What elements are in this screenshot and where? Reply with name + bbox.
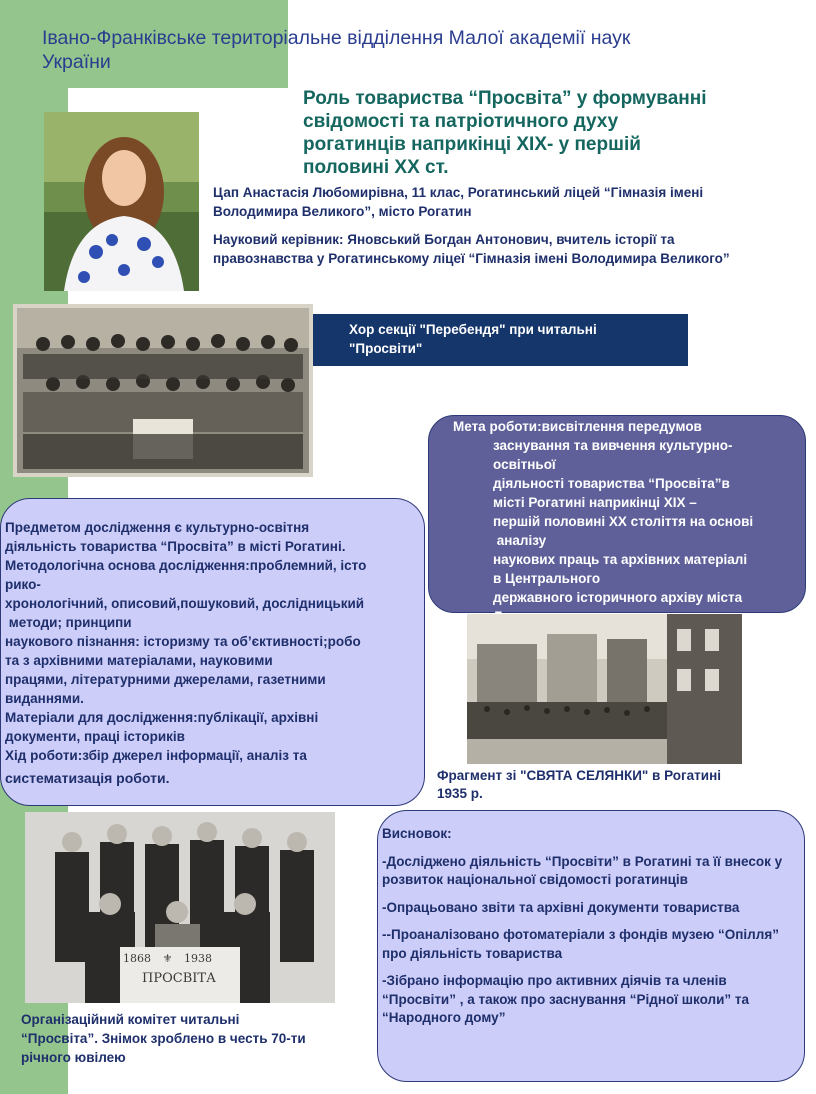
author-portrait-photo: [44, 112, 199, 291]
banner-year-right: 1938: [184, 952, 212, 965]
title-line: рогатинців наприкінці ХІХ- у першій: [303, 134, 641, 155]
author-info: [213, 183, 803, 221]
choir-photo: [13, 304, 313, 477]
goal-line: першій половині ХХ століття на основі: [493, 514, 754, 529]
goal-line: освітньої: [493, 457, 556, 472]
committee-caption-line: річного ювілею: [21, 1050, 126, 1065]
goal-line: місті Рогатині наприкінці ХІХ –: [493, 495, 697, 510]
goal-line: державного історичного архіву міста: [493, 590, 743, 605]
subject-line: хронологічний, описовий,пошуковий, дослідницький: [5, 596, 365, 611]
supervisor-line: Науковий керівник: Яновський Богдан Антонович, вчитель історії та: [213, 232, 675, 247]
festival-photo: [467, 614, 742, 764]
committee-caption-line: “Просвіта”. Знімок зроблено в честь 70-ти: [21, 1031, 306, 1046]
supervisor-info: [213, 230, 813, 268]
banner-year-left: 1868: [123, 952, 151, 965]
subject-line: Хід роботи:збір джерел інформації, аналіз та: [5, 748, 307, 763]
subject-line: Матеріали для дослідження:публікації, архівні: [5, 710, 319, 725]
title-line: Роль товариства “Просвіта” у формуванні: [303, 88, 707, 109]
supervisor-line: правознавства у Рогатинському ліцеї “Гімназія імені Володимира Великого”: [213, 251, 730, 266]
poster-title: [303, 87, 793, 179]
goal-line: діяльності товариства “Просвіта”в: [493, 476, 730, 491]
subject-line: методи; принципи: [5, 615, 132, 630]
research-subject-box: [0, 498, 425, 806]
subject-line: документи, праці істориків: [5, 729, 185, 744]
conclusion-heading: Висновок:: [382, 826, 452, 841]
committee-caption-line: Організаційний комітет читальні: [21, 1012, 240, 1027]
conclusion-point: -Зібрано інформацію про активних діячів та членів “Просвіти” , а також про заснування “Рідної школи” та “Народного дому”: [382, 973, 750, 1025]
subject-line: Методологічна основа дослідження:проблемний, істо: [5, 558, 367, 573]
goal-line: в Центрального: [493, 571, 601, 586]
choir-caption-line: "Просвіти": [349, 341, 423, 356]
goal-line: Мета роботи:висвітлення передумов: [453, 419, 702, 434]
choir-caption: [313, 314, 688, 366]
conclusion-point: --Проаналізовано фотоматеріали з фондів музею “Опілля” про діяльність товариства: [382, 927, 779, 961]
goal-line: аналізу: [493, 533, 547, 548]
choir-caption-line: Хор секції "Перебендя" при читальні: [349, 322, 597, 337]
subject-line: діяльність товариства “Просвіта” в місті Рогатині.: [5, 539, 346, 554]
organization-line: України: [42, 51, 111, 73]
goal-box: [428, 415, 806, 613]
subject-line: Предметом дослідження є культурно-освітня: [5, 520, 310, 535]
author-line: Цап Анастасія Любомирівна, 11 клас, Рогатинський ліцей “Гімназія імені: [213, 185, 704, 200]
subject-line: систематизація роботи.: [5, 770, 170, 786]
author-line: Володимира Великого”, місто Рогатин: [213, 204, 472, 219]
committee-photo-banner: [123, 952, 235, 986]
committee-caption: [21, 1010, 366, 1067]
subject-line: виданнями.: [5, 691, 84, 706]
title-line: половині ХХ ст.: [303, 157, 449, 178]
subject-line: наукового пізнання: історизму та об’єктивності;робо: [5, 634, 361, 649]
festival-caption: [437, 767, 777, 803]
emblem-icon: ⚜: [162, 952, 173, 965]
organization-line: Івано-Франківське територіальне відділення Малої академії наук: [42, 27, 631, 49]
conclusion-box: [377, 810, 805, 1082]
organization-heading: [42, 26, 762, 74]
festival-caption-line: 1935 р.: [437, 786, 483, 801]
subject-line: працями, літературними джерелами, газетними: [5, 672, 326, 687]
goal-line: наукових праць та архівних матеріалі: [493, 552, 748, 567]
subject-line: та з архівними матеріалами, науковими: [5, 653, 273, 668]
conclusion-point: -Опрацьовано звіти та архівні документи товариства: [382, 899, 740, 915]
banner-word: ПРОСВІТА: [142, 971, 216, 986]
goal-line: заснування та вивчення культурно-: [493, 438, 733, 453]
committee-photo: [25, 812, 335, 1003]
title-line: свідомості та патріотичного духу: [303, 111, 619, 132]
festival-caption-line: Фрагмент зі "СВЯТА СЕЛЯНКИ" в Рогатині: [437, 768, 721, 783]
subject-line: рико-: [5, 577, 41, 592]
conclusion-point: -Досліджено діяльність “Просвіти” в Рогатині та її внесок у розвиток національної свідомості рогатинців: [382, 853, 783, 887]
